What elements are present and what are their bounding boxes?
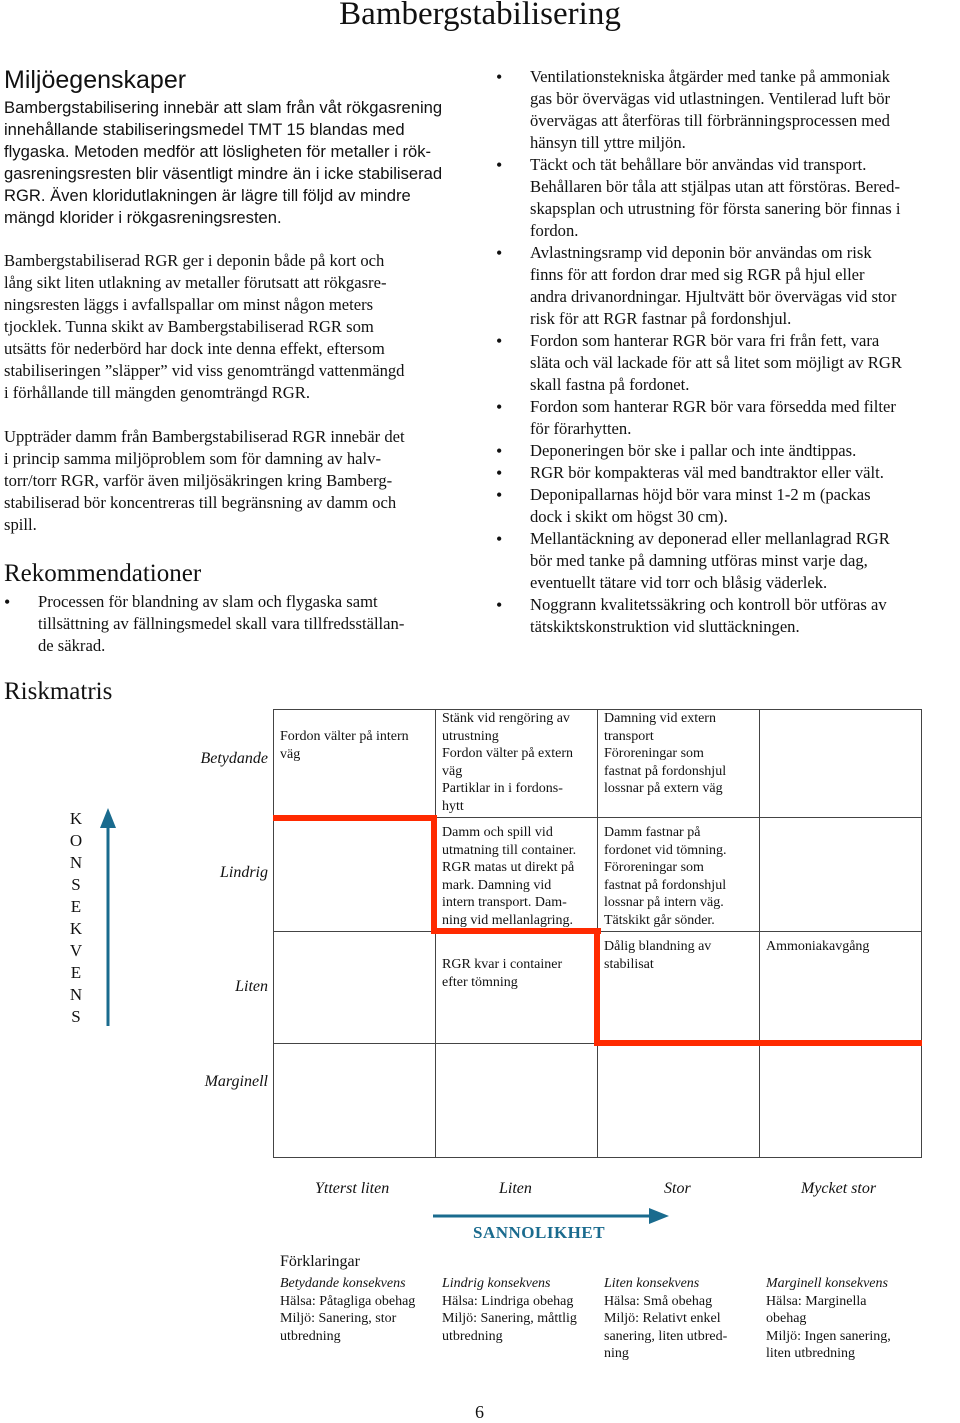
text-line: Uppträder damm från Bambergstabiliserad RGR innebär det xyxy=(4,427,405,446)
cell-betydande-liten xyxy=(442,710,594,816)
cell-lindrig-liten xyxy=(442,824,594,930)
text-line: gas bör övervägas vid utlastningen. Ventilerad luft bör xyxy=(530,89,891,108)
text-line: tjocklek. Tunna skikt av Bambergstabiliserad RGR som xyxy=(4,317,374,336)
text-line: hänsyn till yttre miljön. xyxy=(530,133,686,152)
text-line: Fordon välter på intern xyxy=(280,729,409,744)
text-line: Damm fastnar på xyxy=(604,825,701,840)
forklaring-marginell: Marginell konsekvens Hälsa: Marginella obehag Miljö: Ingen sanering, liten utbredning xyxy=(766,1275,926,1363)
text-line: obehag xyxy=(766,1311,807,1327)
text-line: hytt xyxy=(442,798,464,814)
text-line: Damm och spill vid xyxy=(442,825,553,840)
heading-riskmatris: Riskmatris xyxy=(4,678,113,705)
konsekvens-letter: S xyxy=(71,1007,81,1026)
text-line: Tätskikt går sönder. xyxy=(604,912,715,928)
text-line: risk för att RGR fastnar på fordonshjul. xyxy=(530,309,792,328)
recommendation-item xyxy=(496,594,960,638)
prob-liten: Liten xyxy=(499,1180,532,1197)
konsekvens-letter: O xyxy=(69,831,83,850)
text-line: skall fastna på fordonet. xyxy=(530,375,690,394)
text-line: de säkrad. xyxy=(38,636,106,655)
konsekvens-letter: S xyxy=(71,875,81,894)
text-line: fastnat på fordonshjul xyxy=(604,877,727,893)
text-line: Behållaren bör tåla att stjälpas utan att förstöras. Bered- xyxy=(530,177,900,196)
heading-rekommendationer: Rekommendationer xyxy=(4,560,202,587)
text-line: Hälsa: Små obehag xyxy=(604,1293,713,1309)
text-line: Bambergstabiliserad RGR ger i deponin både på kort och xyxy=(4,251,385,270)
text-line: eventuellt tätare vid torr och blåsig väderlek. xyxy=(530,573,828,592)
text-line: Dålig blandning av xyxy=(604,939,712,954)
text-line: utbredning xyxy=(442,1328,503,1344)
text-line: transport xyxy=(604,728,654,744)
text-line: Miljö: Sanering, stor xyxy=(280,1311,397,1327)
text-line: tillsättning av fällningsmedel skall vara tillfredsställan- xyxy=(38,614,405,633)
paragraph-miljo-1 xyxy=(4,97,474,229)
recommendation-item xyxy=(496,66,960,154)
text-line: övervägas att återföras till förbränningsprocessen med xyxy=(530,111,890,130)
konsekvens-letter: N xyxy=(69,985,83,1004)
text-line: stabiliseringen ”släpper” vid viss genomträngd vattenmängd xyxy=(4,361,405,380)
level-liten: Liten xyxy=(235,978,268,995)
text-line: skapsplan och utrustning för första sanering bör finnas i xyxy=(530,199,901,218)
recommendations-left xyxy=(4,591,474,657)
recommendation-item xyxy=(496,154,960,242)
text-line: Bambergstabilisering innebär att slam från våt rökgasrening xyxy=(4,98,443,117)
text-line: • Deponeringen bör ske i pallar och inte ändtippas. xyxy=(530,441,857,460)
forklaringar-heading: Förklaringar xyxy=(280,1253,360,1270)
text-line: lossnar på extern väg xyxy=(604,781,723,797)
recommendation-item xyxy=(496,242,960,330)
text-line: • Täckt och tät behållare bör användas vid transport. xyxy=(530,155,867,174)
text-line: stabilisat xyxy=(604,956,654,972)
recommendation-item xyxy=(496,484,960,528)
text-line: andra drivanordningar. Hjultvätt bör övervägas vid stor xyxy=(530,287,897,306)
text-line: Föroreningar som xyxy=(604,860,704,876)
text-line: ning xyxy=(604,1346,629,1362)
text-line: dock i skikt om högst 30 cm). xyxy=(530,507,728,526)
cell-liten-liten xyxy=(442,956,594,991)
text-line: bör med tanke på damning utföras minst varje dag, xyxy=(530,551,868,570)
text-line: Hälsa: Påtagliga obehag xyxy=(280,1293,416,1309)
text-line: • Fordon som hanterar RGR bör vara försedda med filter xyxy=(530,397,896,416)
level-marginell: Marginell xyxy=(204,1073,268,1090)
cell-lindrig-stor xyxy=(604,824,756,930)
level-betydande: Betydande xyxy=(200,750,268,767)
konsekvens-letter: K xyxy=(69,809,83,828)
text-line: RGR matas ut direkt på xyxy=(442,860,575,876)
text-line: utrustning xyxy=(442,728,499,744)
cell-betydande-ytterst-liten xyxy=(280,728,432,763)
text-line: väg xyxy=(442,763,463,779)
konsekvens-letter: K xyxy=(69,919,83,938)
konsekvens-vertical-label xyxy=(66,808,86,1028)
text-line: RGR. Även kloridutlakningen är lägre till följd av mindre xyxy=(4,186,411,205)
text-line: liten utbredning xyxy=(766,1346,856,1362)
konsekvens-arrow-icon xyxy=(96,808,120,1028)
text-line: Ammoniakavgång xyxy=(766,939,870,954)
text-line: lång sikt liten utlakning av metaller förutsatt att rökgasre- xyxy=(4,273,387,292)
prob-mycket-stor: Mycket stor xyxy=(801,1180,877,1197)
text-line: gasreningsresten blir väsentligt mindre än i icke stabiliserad xyxy=(4,164,443,183)
text-line: • Avlastningsramp vid deponin bör användas om risk xyxy=(530,243,872,262)
konsekvens-letter: V xyxy=(69,941,83,960)
text-line: • RGR bör kompakteras väl med bandtraktor eller vält. xyxy=(530,463,884,482)
sannolikhet-label: SANNOLIKHET xyxy=(473,1223,606,1242)
text-line: fordon. xyxy=(530,221,579,240)
text-line: väg xyxy=(280,746,301,762)
text-line: intern transport. Dam- xyxy=(442,895,567,911)
recommendation-item xyxy=(4,591,474,657)
recommendations-right xyxy=(496,66,960,638)
cell-betydande-stor xyxy=(604,710,756,798)
text-line: Damning vid extern xyxy=(604,711,716,726)
text-line: för förarhytten. xyxy=(530,419,632,438)
text-line: • Processen för blandning av slam och flygaska samt xyxy=(38,592,378,611)
prob-stor: Stor xyxy=(664,1180,691,1197)
forklaring-lindrig: Lindrig konsekvens Hälsa: Lindriga obehag Miljö: Sanering, måttlig utbredning xyxy=(442,1275,602,1345)
text-line: • Deponipallarnas höjd bör vara minst 1-2 m (packas xyxy=(530,485,871,504)
text-line: • Fordon som hanterar RGR bör vara fri från fett, vara xyxy=(530,331,880,350)
text-line: Hälsa: Marginella xyxy=(766,1293,867,1309)
text-line: Miljö: Ingen sanering, xyxy=(766,1328,891,1344)
text-line: • Noggrann kvalitetssäkring och kontroll bör utföras av xyxy=(530,595,887,614)
prob-ytterst-liten: Ytterst liten xyxy=(315,1180,390,1197)
text-line: ningsresten läggs i avfallspallar om minst någon meters xyxy=(4,295,374,314)
text-line: • Ventilationstekniska åtgärder med tanke på ammoniak xyxy=(530,67,890,86)
text-line: spill. xyxy=(4,515,37,534)
text-line: Miljö: Sanering, måttlig xyxy=(442,1311,577,1327)
konsekvens-letter: N xyxy=(69,853,83,872)
konsekvens-letter: E xyxy=(70,963,82,982)
recommendation-item xyxy=(496,528,960,594)
text-line: Fordon välter på extern xyxy=(442,746,574,762)
page-number: 6 xyxy=(475,1402,484,1422)
text-line: • Mellantäckning av deponerad eller mellanlagrad RGR xyxy=(530,529,890,548)
cell-liten-stor xyxy=(604,938,756,973)
text-line: Stänk vid rengöring av xyxy=(442,711,570,726)
page-title: Bambergstabilisering xyxy=(339,0,621,32)
forklaring-liten: Liten konsekvens Hälsa: Små obehag Miljö: Relativt enkel sanering, liten utbred- ning xyxy=(604,1275,764,1363)
cell-liten-mycket-stor xyxy=(766,938,918,956)
level-lindrig: Lindrig xyxy=(219,864,268,881)
text-line: innehållande stabiliseringsmedel TMT 15 blandas med xyxy=(4,120,405,139)
text-line: i förhållande till mängden genomträngd RGR. xyxy=(4,383,310,402)
text-line: utbredning xyxy=(280,1328,341,1344)
text-line: Partiklar in i fordons- xyxy=(442,781,563,797)
text-line: efter tömning xyxy=(442,974,518,990)
konsekvens-letter: E xyxy=(70,897,82,916)
recommendation-item xyxy=(496,396,960,440)
text-line: ning vid mellanlagring. xyxy=(442,912,574,928)
text-line: i princip samma miljöproblem som för damning av halv- xyxy=(4,449,381,468)
text-line: mängd klorider i rökgasreningsresten. xyxy=(4,208,282,227)
text-line: utsätts för nederbörd har dock inte denna effekt, eftersom xyxy=(4,339,385,358)
heading-miljoegenskaper: Miljöegenskaper xyxy=(4,66,187,94)
text-line: Miljö: Relativt enkel xyxy=(604,1311,721,1327)
paragraph-miljo-2 xyxy=(4,250,474,404)
text-line: torr/torr RGR, varför även miljösäkringen kring Bamberg- xyxy=(4,471,393,490)
text-line: lossnar på intern väg. xyxy=(604,895,724,911)
text-line: sanering, liten utbred- xyxy=(604,1328,728,1344)
text-line: utmatning till container. xyxy=(442,842,577,858)
text-line: tätskiktskonstruktion vid sluttäckningen. xyxy=(530,617,800,636)
recommendation-item xyxy=(496,440,960,462)
text-line: Föroreningar som xyxy=(604,746,704,762)
recommendation-item xyxy=(496,330,960,396)
text-line: fastnat på fordonshjul xyxy=(604,763,727,779)
forklaring-betydande: Betydande konsekvens Hälsa: Påtagliga obehag Miljö: Sanering, stor utbredning xyxy=(280,1275,440,1345)
text-line: släta och väl lackade för att så litet som möjligt av RGR xyxy=(530,353,902,372)
text-line: finns för att fordon drar med sig RGR på hjul eller xyxy=(530,265,865,284)
text-line: Hälsa: Lindriga obehag xyxy=(442,1293,574,1309)
text-line: stabiliserad bör koncentreras till begränsning av damm och xyxy=(4,493,397,512)
text-line: fordonet vid tömning. xyxy=(604,842,727,858)
text-line: RGR kvar i container xyxy=(442,957,563,972)
text-line: mark. Damning vid xyxy=(442,877,552,893)
text-line: flygaska. Metoden medför att lösligheten för metaller i rök- xyxy=(4,142,432,161)
recommendation-item xyxy=(496,462,960,484)
paragraph-miljo-3 xyxy=(4,426,474,536)
